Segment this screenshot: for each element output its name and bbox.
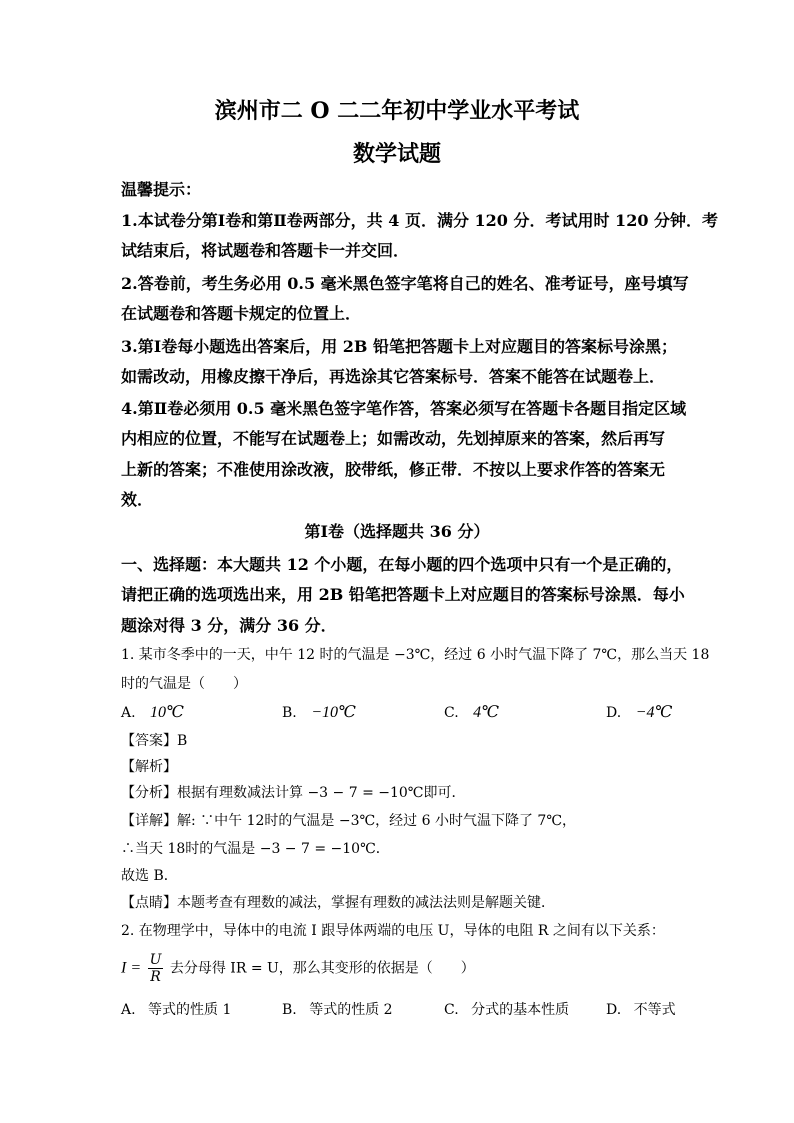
tips-line: 如需改动，用橡皮擦干净后，再选涂其它答案标号．答案不能答在试题卷上． bbox=[121, 367, 666, 386]
question-2-equation-line bbox=[121, 952, 475, 985]
tips-line: 内相应的位置，不能写在试题卷上；如需改动，先划掉原来的答案，然后再写 bbox=[121, 429, 666, 448]
tips-heading: 温馨提示： bbox=[121, 180, 202, 199]
q1-option-a bbox=[121, 705, 184, 721]
q1-option-b bbox=[282, 705, 356, 721]
question-2-stem-rest: 去分母得 IR = U，那么其变形的依据是（ ） bbox=[169, 960, 475, 977]
option-value: −4℃ bbox=[635, 704, 673, 721]
fraction bbox=[148, 952, 164, 985]
option-label: A. bbox=[121, 1002, 136, 1018]
question-2-stem: 2. 在物理学中，导体中的电流 I 跟导体两端的电压 U，导体的电阻 R 之间有以下关系： bbox=[121, 923, 665, 939]
option-value: 等式的性质 2 bbox=[309, 1002, 393, 1018]
q2-option-c bbox=[444, 1003, 569, 1017]
q1-option-d bbox=[606, 705, 672, 721]
exam-subtitle: 数学试题 bbox=[352, 141, 441, 167]
option-value: 4℃ bbox=[473, 704, 500, 721]
q1-answer: 【答案】B bbox=[121, 733, 188, 749]
q2-option-d bbox=[606, 1003, 676, 1017]
q1-analysis-tag: 【解析】 bbox=[121, 759, 177, 775]
option-label: C. bbox=[444, 1002, 459, 1018]
q1-dianjing: 【点睛】本题考查有理数的减法，掌握有理数的减法法则是解题关键． bbox=[121, 895, 555, 911]
fraction-denominator: R bbox=[150, 969, 161, 985]
tips-line: 4.第Ⅱ卷必须用 0.5 毫米黑色签字笔作答，答案必须写在答题卡各题目指定区域 bbox=[121, 399, 687, 418]
option-value: −10℃ bbox=[311, 704, 356, 721]
equation-lhs: I = bbox=[121, 959, 142, 977]
option-label: A. bbox=[121, 705, 136, 721]
q1-xiangjie: 【详解】解: ∵中午 12时的气温是 −3℃，经过 6 小时气温下降了 7℃， bbox=[121, 813, 577, 829]
tips-line: 试结束后，将试题卷和答题卡一并交回． bbox=[121, 241, 410, 260]
fraction-numerator: U bbox=[149, 952, 162, 968]
question-1-stem: 1. 某市冬季中的一天，中午 12 时的气温是 −3℃，经过 6 小时气温下降了 7℃，那么当天 18 bbox=[121, 647, 710, 663]
tips-line: 上新的答案；不准使用涂改液，胶带纸，修正带．不按以上要求作答的答案无 bbox=[121, 460, 666, 479]
option-value: 10℃ bbox=[150, 704, 184, 721]
tips-line: 1.本试卷分第Ⅰ卷和第Ⅱ卷两部分，共 4 页．满分 120 分．考试用时 120 分钟．考 bbox=[121, 211, 719, 230]
option-label: D. bbox=[606, 705, 622, 721]
section-heading: 第Ⅰ卷（选择题共 36 分） bbox=[304, 522, 490, 541]
option-label: D. bbox=[606, 1002, 622, 1018]
q2-option-a bbox=[121, 1003, 231, 1017]
section-instruction: 请把正确的选项选出来，用 2B 铅笔把答题卡上对应题目的答案标号涂黑．每小 bbox=[121, 585, 685, 604]
tips-line: 3.第Ⅰ卷每小题选出答案后，用 2B 铅笔把答题卡上对应题目的答案标号涂黑； bbox=[121, 337, 677, 356]
exam-title: 滨州市二 O 二二年初中学业水平考试 bbox=[214, 98, 580, 124]
section-instruction: 一、选择题：本大题共 12 个小题，在每小题的四个选项中只有一个是正确的， bbox=[121, 555, 683, 574]
q2-option-b bbox=[282, 1003, 393, 1017]
option-label: B. bbox=[282, 705, 297, 721]
q1-fenxi: 【分析】根据有理数减法计算 −3 − 7 = −10℃即可． bbox=[121, 785, 466, 801]
tips-line: 效． bbox=[121, 490, 154, 509]
question-1-stem: 时的气温是（ ） bbox=[121, 676, 247, 692]
tips-line: 2.答卷前，考生务必用 0.5 毫米黑色签字笔将自己的姓名、准考证号，座号填写 bbox=[121, 274, 689, 293]
section-instruction: 题涂对得 3 分，满分 36 分． bbox=[121, 616, 337, 635]
option-value: 分式的基本性质 bbox=[471, 1002, 570, 1018]
q1-xiangjie: ∴当天 18时的气温是 −3 − 7 = −10℃． bbox=[121, 841, 390, 857]
option-value: 等式的性质 1 bbox=[148, 1002, 232, 1018]
q1-option-c bbox=[444, 705, 499, 721]
option-label: B. bbox=[282, 1002, 297, 1018]
option-label: C. bbox=[444, 705, 459, 721]
q1-conclusion: 故选 B． bbox=[121, 868, 178, 884]
tips-line: 在试题卷和答题卡规定的位置上． bbox=[121, 304, 362, 323]
option-value: 不等式 bbox=[633, 1002, 676, 1018]
